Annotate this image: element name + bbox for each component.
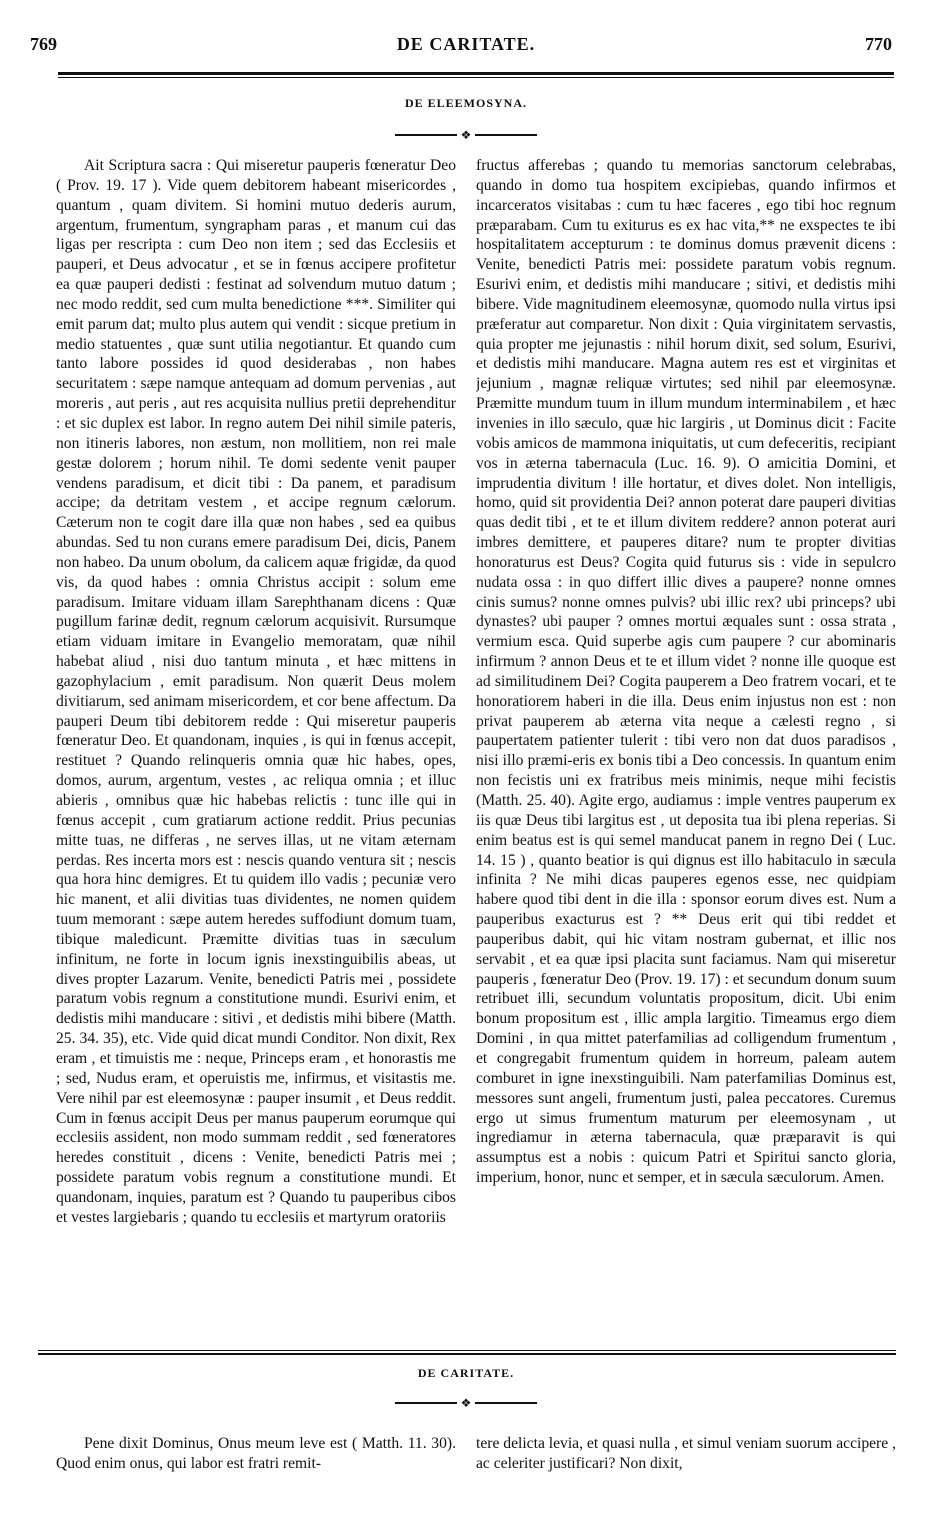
eleemosyna-left-column [56, 156, 456, 1331]
caritate-left-column [56, 1434, 456, 1494]
eleemosyna-right-text: fructus afferebas ; quando tu memorias sanctorum celebrabas, quando in domo tua hospitem excipiebas, quando infirmos et incarceratos visitabas : cum tu hæc faceres , ego tibi hoc regnum præparabam. Cum tu exiturus es ex hac vita,** ne exspectes te ibi hospitalitatem accepturum : te dominus domus prævenit dicens : Venite, benedicti Patris mei: possidete paratum vobis regnum. Esurivi enim, et dedistis mihi manducare ; sitivi, et dedistis mihi bibere. Vide magnitudinem eleemosynæ, quomodo nulla virtus ipsi præferatur aut comparetur. Non dixit : Quia virginitatem servastis, quia propter me jejunastis : nihil horum dixit, sed solum, Esurivi, et dedistis mihi manducare. Magna autem res est et virginitas et jejunium , magnæ reliquæ virtutes; sed nihil par eleemosynæ. Præmitte mundum tuum in illum mundum interminabilem , et hæc invenies in illo sæculo, quæ hic largiris , ut Dominus dicit : Facite vobis amicos de mammona iniquitatis, ut cum defeceritis, recipiant vos in æterna tabernacula (Luc. 16. 9). O amicitia Domini, et imprudentia divitum ! ille hortatur, et dives dolet. Non intelligis, homo, quid sit providentia Dei? annon poterat dare pauperi divitias quas dedit tibi , et te et illum divitem reddere? annon poterat auri imbres demittere, et pauperes ditare? num te propter divitias honoraturus est Deus? Cogita quid futurus sis : vide in sepulcro nudata ossa : in quo differt illic dives a paupere? nonne omnes cinis sumus? nonne omnes pulvis? ubi illic rex? ubi princeps? ubi dynastes? ubi pauper ? omnes mortui æquales sunt : ossa strata , vermium esca. Quid superbe agis cum paupere ? cur abominaris infirmum ? annon Deus et te et illum videt ? nonne ille quoque est ad similitudinem Dei? Cogita pauperem a Deo fratrem vocari, et te honoratiorem haberi in die illa. Deus enim injustus non est : non privat pauperem ab æterna vita neque a cælesti regno , si paupertatem patienter tulerit : tibi vero non dat duos paradisos , nisi illo præmi-eris ex bonis tibi a Deo concessis. In quantum enim non fecistis uni ex fratribus meis minimis, neque mihi fecistis (Matth. 25. 40). Agite ergo, audiamus : imple ventres pauperum ex iis quæ Deus tibi largitus est , ut deposita tua ibi plena reperias. Si enim beatus est is qui semel manducat panem in regno Dei ( Luc. 14. 15 ) , quanto beatior is qui dignus est illo habitaculo in sæcula infinita ? Ne mihi dicas pauperes egenos esse, nec quidpiam habere quod tibi dent in die illa : sponsor eorum dives est. Num a pauperibus exacturus est ? ** Deus erit qui tibi reddet et pauperibus dabit, qui hic vitam nostram gubernat, et illic nos servabit , et ea quæ ipsi placita sunt faciamus. Nam qui miseretur pauperis , fœneratur Deo (Prov. 19. 17) : et secundum donum suum retribuet illi, secundum voluntatis propositum, dicit. Ubi enim bonum propositum est , illic ampla largitio. Timeamus ergo diem Domini , in qua mittet paterfamilias ad colligendum frumentum , et congregabit frumentum quidem in horreum, paleam autem comburet in igne inexstinguibili. Nam paterfamilias Dominus est, messores sunt angeli, frumentum justi, palea peccatores. Curemus ergo ut simus frumentum maturum per eleemosynam , ut ingrediamur in æterna tabernacula, quæ præparavit is qui assumptus est a nobis : quicum Patri et Spiritui sancto gloria, imperium, honor, nunc et semper, et in sæcula sæculorum. Amen. [476, 157, 896, 1187]
running-title: DE CARITATE. [396, 34, 536, 54]
header-rule [58, 72, 894, 75]
eleemosyna-right-column [476, 156, 896, 1331]
eleemosyna-left-text: Ait Scriptura sacra : Qui miseretur pauperis fœneratur Deo ( Prov. 19. 17 ). Vide quem debitorem habeant misericordes , quantum , quam divitem. Si homini mutuo dederis aurum, argentum, frumentum, syngrapham paras , et manum cui das ligas per rescripta : cum Deo non item ; sed das Ecclesiis et pauperi, et Deus advocatur , et se in fœnus accipere profitetur ea quæ pauperi dedisti : festinat ad solvendum mutuo datum ; nec modo reddit, sed cum multa benedictione ***. Similiter qui emit parum dat; multo plus autem qui vendit : sicque pretium in medio statuentes , quæ sunt utilia negotiantur. Et quando cum tanto labore possides id quod desiderabas , non habes securitatem : sæpe namque antequam ad domum pervenias , aut moreris , aut peris , aut res acquisita nullius pretii deprehenditur : et sic duplex est labor. In regno autem Dei nihil simile pateris, non itineris labores, non æstum, non mollitiem, non rei male gestæ dolorem ; horum nihil. Te domi sedente venit pauper vendens paradisum, et dicit tibi : Da panem, et paradisum accipe; da detritam vestem , et accipe regnum cælorum. Cæterum non te cogit dare illa quæ non habes , sed ea quibus abundas. Sed tu non curans emere paradisum Dei, dicis, Panem non habeo. Da unum obolum, da calicem aquæ frigidæ, da quod vis, da quod habes : omnia Christus accipit : solum eme paradisum. Imitare viduam illam Sarephthanam dicens : Quæ pugillum farinæ dedit, regnum cælorum acquisivit. Rursumque etiam viduam imitare in Evangelio memoratam, quæ nihil habebat aliud , nisi duo tantum minuta , et hæc mittens in gazophylacium , emit paradisum. Non quærit Deus molem divitiarum, sed animam misericordem, et cor bene affectum. Da pauperi Deum tibi debitorem redde : Qui miseretur pauperis fœneratur Deo. Et quandonam, inquies , is qui in fœnus accepit, restituet ? Quando relinqueris omnia quæ hic habes, opes, domos, aurum, argentum, vestes , ac reliqua omnia ; et illuc abieris , omnibus quæ hic habebas relictis : tunc ille qui in fœnus accepit , cum gratiarum actione reddit. Prius pecunias mitte tuas, ne differas , ne serves illas, ut ne vitam æternam perdas. Res incerta mors est : nescis quando ventura sit ; nescis qua hora hinc demigres. Et tu quidem illo vadis ; pecuniæ vero hic manent, et alii divitias tuas dividentes, ne nomen quidem tuum memorant : sæpe autem heredes suffodiunt domum tuam, tibique maledicunt. Præmitte divitias tuas in sæculum infinitum, ne forte in locum ignis inexstinguibilis abeas, ut dives propter Lazarum. Venite, benedicti Patris mei , possidete paratum vobis regnum a constitutione mundi. Esurivi enim, et dedistis mihi manducare : sitivi , et dedistis mihi bibere (Matth. 25. 34. 35), etc. Vide quid dicat mundi Conditor. Non dixit, Rex eram , et timuistis me : neque, Princeps eram , et honorastis me ; sed, Nudus eram, et operuistis me, infirmus, et visitastis me. Vere nihil par est eleemosynæ : pauper insumit , et Deus reddit. Cum in fœnus accipit Deus per manus pauperum eorumque qui ecclesiis assident, non modo summam reddit , sed fœneratores heredes constituit , dicens : Venite, benedicti Patris mei ; possidete paratum vobis regnum a constitutione mundi. Et quandonam, inquies, paratum est ? Quando tu pauperibus cibos et vestes largiebaris ; quando tu ecclesiis et martyrum oratoriis [56, 157, 456, 1226]
section-divider-rule [38, 1350, 896, 1351]
section-title-caritate: DE CARITATE. [417, 1366, 515, 1380]
section-title-eleemosyna: DE ELEEMOSYNA. [404, 96, 528, 110]
caritate-left-text: Pene dixit Dominus, Onus meum leve est ( Matth. 11. 30). Quod enim onus, qui labor est fratri remit- [56, 1435, 456, 1472]
caritate-right-column [476, 1434, 896, 1494]
page-number-left: 769 [30, 34, 57, 54]
section-ornament-2: ❖ [0, 1396, 932, 1409]
caritate-right-text: tere delicta levia, et quasi nulla , et simul veniam suorum accipere , ac celeriter justificari? Non dixit, [476, 1435, 896, 1472]
page-number-right: 770 [865, 34, 892, 54]
section-ornament: ❖ [0, 128, 932, 141]
running-head [0, 34, 932, 58]
